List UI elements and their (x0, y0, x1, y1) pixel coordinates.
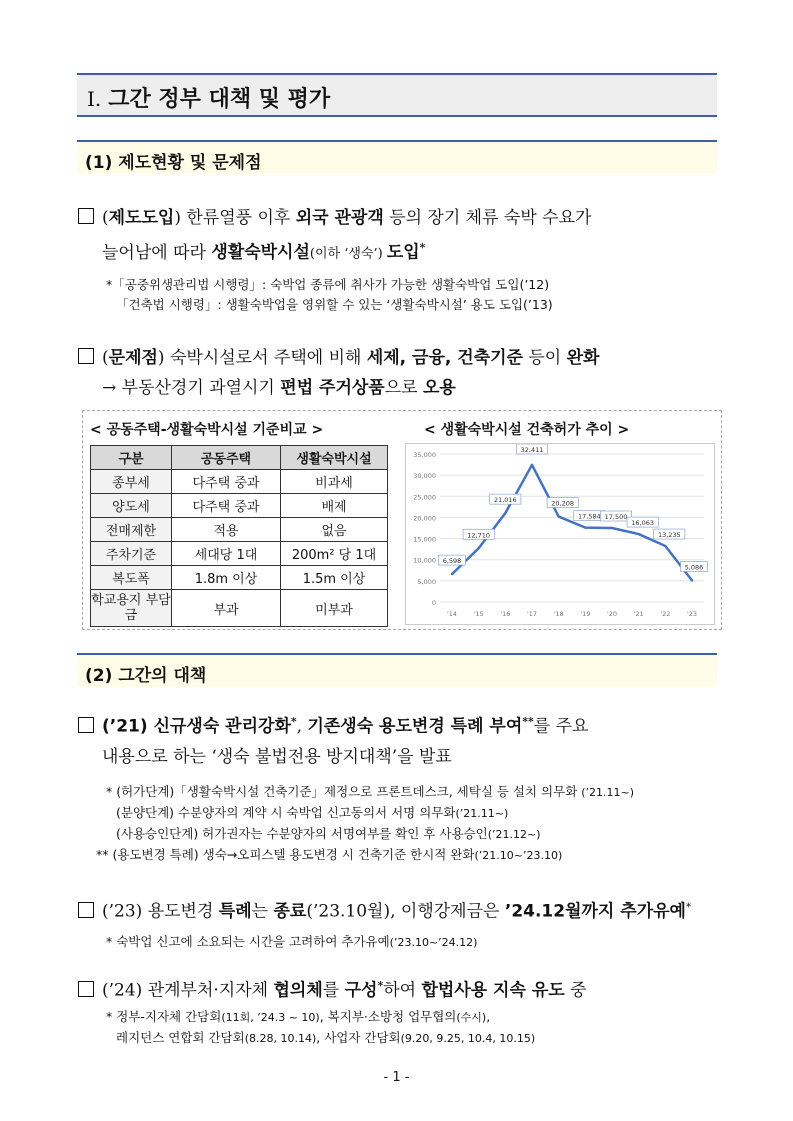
text: 를 (322, 980, 345, 1001)
bullet-2023 (78, 893, 724, 927)
table-row (91, 470, 388, 494)
data-label: 17,500 (604, 513, 628, 521)
y-tick-label: 15,000 (413, 535, 436, 544)
date: (’21.10~’23.10) (474, 849, 563, 862)
text: (이하 ‘생숙’) (309, 246, 387, 262)
note-line (96, 845, 726, 866)
x-tick-label: '23 (686, 610, 698, 618)
text: 으로 (384, 378, 423, 398)
data-label: 6,598 (442, 557, 462, 566)
section-title-text: 그간 정부 대책 및 평가 (108, 87, 331, 112)
text: 내용으로 하는 ‘생숙 불법전용 방지대책’을 발표 (102, 746, 452, 767)
data-point (451, 573, 453, 575)
note-2021 (96, 782, 726, 866)
table-cell: 주차기준 (91, 542, 172, 566)
y-tick-label: 25,000 (413, 493, 436, 502)
table-cell: 전매제한 (91, 518, 172, 542)
x-tick-label: '20 (606, 610, 618, 618)
data-point (531, 464, 533, 466)
checkbox-square-icon (78, 902, 94, 918)
footnote-mark: * (377, 979, 384, 992)
data-point (611, 527, 613, 529)
bullet-problem (78, 343, 724, 403)
y-tick-label: 30,000 (413, 472, 436, 481)
note-line: *「공중위생관리법 시행령」: 숙박업 종류에 취사가 가능한 생활숙박업 도입(’12) (106, 277, 550, 292)
line-chart (406, 444, 714, 624)
note-line (106, 1007, 726, 1028)
x-tick-label: '18 (553, 610, 564, 618)
section-roman: Ⅰ. (87, 87, 102, 111)
table-cell: 1.5m 이상 (281, 566, 388, 590)
text: 중 (564, 980, 587, 1001)
keyword: 완화 (566, 348, 600, 368)
data-point (584, 526, 586, 528)
data-point (477, 547, 479, 549)
table-cell: 1.8m 이상 (172, 566, 281, 590)
keyword: ’24.12월까지 추가유예 (504, 901, 686, 922)
note-2023 (106, 932, 726, 953)
y-tick-label: 5,000 (417, 577, 436, 586)
table-cell: 복도폭 (91, 566, 172, 590)
table-cell: 세대당 1대 (172, 542, 281, 566)
bullet-2024 (78, 971, 724, 1006)
note-line (106, 782, 726, 803)
date: (’21.12~) (487, 828, 541, 841)
text: * (허가단계)「생활숙박시설 건축기준」제정으로 프론트데스크, 세탁실 등 설치 의무화 (106, 784, 578, 799)
text: 레지던스 연합회 간담회 (116, 1030, 245, 1045)
note-line: 「건축법 시행령」: 생활숙박업을 영위할 수 있는 ‘생활숙박시설’ 용도 도입(’13) (116, 297, 553, 312)
text: , 복지부·소방청 업무협의 (319, 1009, 457, 1024)
note-line (106, 824, 726, 845)
table-row (91, 590, 388, 627)
table-header-row (91, 446, 388, 470)
footnote-mark: * (419, 241, 426, 254)
text: * 숙박업 신고에 소요되는 시간을 고려하여 추가유예 (106, 934, 390, 949)
keyword: 신규생숙 관리강화 (153, 716, 291, 737)
page-number: - 1 - (383, 1070, 410, 1085)
text: → 부동산경기 과열시기 (102, 378, 281, 398)
footnote-mark: * (290, 715, 297, 728)
checkbox-square-icon (78, 981, 94, 997)
x-tick-label: '21 (633, 610, 644, 618)
data-label: 13,235 (657, 531, 681, 540)
keyword: 편법 주거상품 (280, 378, 385, 398)
data-point (664, 545, 666, 547)
text: , 사업자 간담회 (316, 1030, 401, 1045)
data-label: 16,063 (631, 519, 655, 528)
table-cell: 부과 (172, 590, 281, 627)
table-row (91, 542, 388, 566)
text: ( (102, 348, 109, 368)
date: (’23.10~’24.12) (389, 936, 478, 949)
table-row (91, 566, 388, 590)
text: , (486, 1009, 491, 1024)
keyword: 기존생숙 용도변경 특례 부여 (307, 716, 523, 737)
table-header: 생활숙박시설 (281, 446, 388, 470)
table-cell: 학교용지 부담금 (91, 590, 172, 627)
text: (’24) 관계부처·지자체 (102, 980, 274, 1001)
text: 늘어남에 따라 (102, 242, 212, 263)
text: 는 (251, 901, 274, 922)
line-chart-frame (405, 443, 715, 625)
section-title-box (77, 73, 717, 117)
subsection-1-box (77, 140, 717, 174)
text: (’23) 용도변경 (102, 901, 219, 922)
keyword: 제도도입 (108, 208, 175, 228)
text: ) 숙박시설로서 주택에 비해 (157, 348, 367, 368)
checkbox-square-icon (78, 348, 94, 364)
data-label: 17,584 (577, 512, 601, 521)
data-point (691, 579, 693, 581)
text: 등이 (522, 348, 567, 368)
note-line (106, 803, 726, 824)
data-point (637, 533, 639, 535)
text: 하여 (383, 980, 422, 1001)
x-tick-label: '15 (473, 610, 484, 618)
y-tick-label: 35,000 (413, 451, 436, 459)
table-cell: 적용 (172, 518, 281, 542)
subsection-2-title: (2) 그간의 대책 (85, 666, 207, 686)
date: (수시) (456, 1011, 487, 1024)
subsection-2-box (77, 653, 717, 687)
x-tick-label: '22 (660, 610, 671, 618)
text: , (296, 716, 308, 737)
table-header: 구분 (91, 446, 172, 470)
text: * 정부-지자체 간담회 (106, 1009, 222, 1024)
note-2024 (106, 1007, 726, 1049)
keyword: 협의체 (273, 980, 323, 1001)
text: 등의 장기 체류 숙박 수요가 (383, 208, 592, 228)
table-cell: 없음 (281, 518, 388, 542)
date: (11회, ’24.3 ~ 10) (221, 1011, 320, 1024)
table-cell: 200m² 당 1대 (281, 542, 388, 566)
text: ** (용도변경 특례) 생숙→오피스텔 용도변경 시 건축기준 한시적 완화 (96, 847, 475, 862)
x-tick-label: '17 (526, 610, 538, 618)
date: (8.28, 10.14) (244, 1032, 317, 1045)
bullet-intro (78, 203, 724, 270)
footnote-mark: ** (522, 715, 534, 728)
data-point (557, 515, 559, 517)
footnote-mark: * (685, 902, 691, 913)
date: (9.20, 9.25, 10.4, 10.15) (400, 1032, 536, 1045)
note-line (106, 932, 726, 953)
data-label: 21,016 (493, 496, 517, 505)
data-label: 12,710 (467, 531, 491, 540)
table-cell: 미부과 (281, 590, 388, 627)
table-cell: 종부세 (91, 470, 172, 494)
keyword: 외국 관광객 (295, 208, 384, 228)
date: (’21.11~) (581, 786, 635, 799)
keyword: 특례 (218, 901, 252, 922)
x-tick-label: '19 (580, 610, 591, 618)
y-tick-label: 20,000 (413, 514, 436, 523)
keyword: 구성 (344, 980, 378, 1001)
table-title: < 공동주택-생활숙박시설 기준비교 > (90, 422, 324, 438)
bullet-2021 (78, 707, 724, 772)
x-tick-label: '14 (446, 610, 458, 618)
section-title (87, 82, 330, 113)
table-cell: 비과세 (281, 470, 388, 494)
text: ( (102, 208, 109, 228)
data-label: 32,411 (520, 445, 544, 454)
comparison-table (90, 445, 388, 627)
keyword: 생활숙박시설 (211, 242, 310, 263)
text: (사용승인단계) 허가권자는 수분양자의 서명여부를 확인 후 사용승인 (116, 826, 488, 841)
subsection-1-title: (1) 제도현황 및 문제점 (85, 153, 262, 173)
note-intro (106, 275, 726, 315)
table-row (91, 518, 388, 542)
y-tick-label: 10,000 (413, 556, 436, 565)
text: ) 한류열풍 이후 (174, 208, 296, 228)
table-cell: 다주택 중과 (172, 470, 281, 494)
table-header: 공동주택 (172, 446, 281, 470)
data-point (504, 512, 506, 514)
keyword: 도입 (386, 242, 420, 263)
date: (’21.11~) (455, 807, 509, 820)
data-label: 5,086 (684, 563, 704, 572)
text: (분양단계) 수분양자의 계약 시 숙박업 신고동의서 서명 의무화 (116, 805, 456, 820)
text: (’23.10월), 이행강제금은 (306, 901, 505, 922)
checkbox-square-icon (78, 208, 94, 224)
table-row (91, 494, 388, 518)
keyword: 합법사용 지속 유도 (421, 980, 565, 1001)
keyword: 세제, 금융, 건축기준 (366, 348, 523, 368)
keyword: 종료 (273, 901, 307, 922)
note-line (106, 1028, 726, 1049)
table-cell: 양도세 (91, 494, 172, 518)
text: (’21) (102, 716, 154, 737)
x-tick-label: '16 (500, 610, 511, 618)
keyword: 문제점 (108, 348, 158, 368)
data-label: 20,208 (551, 499, 575, 508)
y-tick-label: 0 (431, 599, 436, 607)
table-cell: 배제 (281, 494, 388, 518)
text: 를 주요 (533, 716, 589, 737)
chart-title: < 생활숙박시설 건축허가 추이 > (424, 422, 630, 438)
checkbox-square-icon (78, 717, 94, 733)
keyword: 오용 (422, 378, 456, 398)
table-cell: 다주택 중과 (172, 494, 281, 518)
